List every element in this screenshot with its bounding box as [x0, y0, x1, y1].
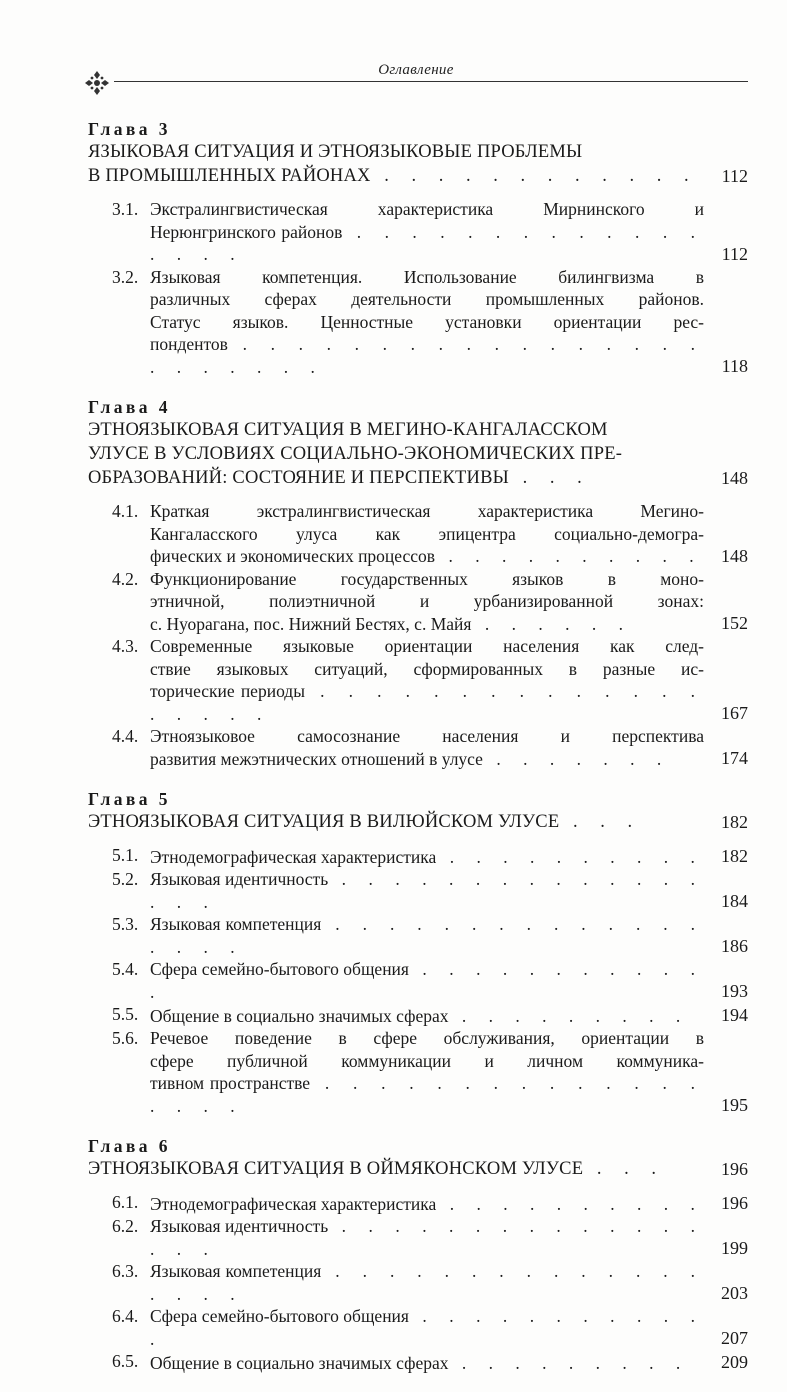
section-title-line: Сфера семейно-бытового общения . . . . . . . . . . . . — [150, 959, 705, 1002]
chapter-title — [88, 810, 704, 834]
chapter-label: Глава 6 — [88, 1136, 171, 1156]
dot-leader: . . . . . . . — [482, 748, 671, 769]
section-number: 5.1. — [112, 845, 139, 865]
section-entry[interactable] — [112, 1027, 748, 1117]
section-number: 5.4. — [112, 959, 139, 979]
chapter-title-row[interactable] — [88, 1157, 748, 1181]
section-title — [150, 1260, 704, 1305]
dot-leader: . . . . . . . . . . — [436, 1193, 704, 1214]
section-title-line: Общение в социально значимых сферах . . . . . . . . . — [150, 1352, 690, 1373]
section-title-line: Кангаласского улуса как эпицентра социально-демогра- — [150, 523, 704, 544]
dot-leader: . . . . . . . . . . . . — [150, 959, 705, 1002]
section-entry[interactable] — [112, 844, 748, 868]
chapter-page-number: 112 — [721, 166, 748, 186]
dot-leader: . . . . . . . . . . . . . . . . . . . — [150, 681, 704, 724]
chapter-title-line: ЭТНОЯЗЫКОВАЯ СИТУАЦИЯ В МЕГИНО-КАНГАЛАССКОМ — [88, 420, 608, 440]
section-title-line: с. Нуорагана, пос. Нижний Бестях, с. Майя . . . . . . — [150, 613, 632, 634]
section-title-line: сфере публичной коммуникации и личном коммуника- — [150, 1050, 704, 1071]
section-page-number: 193 — [721, 981, 748, 1001]
section-title-line: Языковая компетенция . . . . . . . . . . . . . . . . . . — [150, 914, 704, 957]
section-page-number: 118 — [721, 356, 748, 376]
chapter-title — [88, 140, 704, 188]
section-title-line: Речевое поведение в сфере обслуживания, ориентации в — [150, 1028, 704, 1048]
section-entry[interactable] — [112, 958, 748, 1003]
chapter-title — [88, 1157, 704, 1181]
chapter-title-line: ЭТНОЯЗЫКОВАЯ СИТУАЦИЯ В ОЙМЯКОНСКОМ УЛУСЕ . . . — [88, 1159, 665, 1179]
section-title-line: Современные языковые ориентации населения как след- — [150, 636, 704, 656]
dot-leader: . . . . . . — [471, 613, 632, 634]
chapter-label: Глава 3 — [88, 119, 171, 139]
section-page-number: 195 — [721, 1095, 748, 1115]
section-number: 5.6. — [112, 1028, 139, 1048]
section-title-line: ствие языковых ситуаций, сформированных в разные ис- — [150, 658, 704, 679]
section-entry[interactable] — [112, 1003, 748, 1027]
section-title — [150, 266, 704, 379]
section-number: 5.3. — [112, 914, 139, 934]
section-title — [150, 1305, 704, 1350]
section-title-line: Сфера семейно-бытового общения . . . . . . . . . . . . — [150, 1306, 705, 1349]
section-title — [150, 868, 704, 913]
section-list — [88, 198, 748, 378]
section-title-line: Функционирование государственных языков в моно- — [150, 568, 704, 589]
section-number: 4.2. — [112, 568, 139, 589]
running-header — [84, 58, 748, 98]
section-title — [150, 1352, 704, 1375]
section-title — [150, 1215, 704, 1260]
section-number: 4.3. — [112, 636, 139, 656]
section-title-line: развития межэтнических отношений в улусе . . . . . . . — [150, 748, 671, 769]
section-title-line: Нерюнгринского районов . . . . . . . . . . . . . . . . . — [150, 221, 705, 264]
section-title-line: пондентов . . . . . . . . . . . . . . . . . . . . . . . . — [150, 334, 704, 377]
section-title-line: Этнодемографическая характеристика . . . . . . . . . . — [150, 846, 704, 867]
dot-leader: . . . . . . . . . . — [435, 546, 703, 566]
section-entry[interactable] — [112, 1305, 748, 1350]
chapter-title — [88, 418, 704, 490]
section-number: 5.5. — [112, 1004, 139, 1024]
section-title-line: Экстралингвистическая характеристика Мирнинского и — [150, 199, 704, 219]
section-title-line: Статус языков. Ценностные установки ориентации рес- — [150, 311, 704, 332]
section-title-line: этничной, полиэтничной и урбанизированной зонах: — [150, 591, 704, 611]
section-title-line: Общение в социально значимых сферах . . . . . . . . . — [150, 1005, 690, 1026]
section-number: 4.1. — [112, 501, 139, 521]
section-number: 6.5. — [112, 1351, 139, 1371]
dot-leader: . . . . . . . . . . . . . . . . . — [150, 221, 705, 264]
header-rule — [114, 81, 748, 82]
section-number: 3.1. — [112, 199, 139, 219]
section-page-number: 112 — [721, 243, 748, 264]
chapter-title-line: УЛУСЕ В УСЛОВИЯХ СОЦИАЛЬНО-ЭКОНОМИЧЕСКИХ ПРЕ- — [88, 444, 623, 464]
section-number: 6.2. — [112, 1216, 139, 1236]
chapter-entry — [88, 1135, 748, 1374]
section-entry[interactable] — [112, 568, 748, 636]
section-page-number: 186 — [721, 936, 748, 956]
chapter-page-number: 148 — [721, 468, 748, 488]
chapter-entry — [88, 788, 748, 1117]
section-entry[interactable] — [112, 1191, 748, 1215]
dot-leader: . . . . . . . . . . . . . . . . . — [150, 869, 704, 912]
section-page-number: 152 — [721, 613, 748, 633]
section-page-number: 167 — [721, 703, 748, 723]
section-page-number: 203 — [721, 1283, 748, 1303]
section-page-number: 148 — [721, 545, 748, 566]
section-entry[interactable] — [112, 266, 748, 379]
section-page-number: 209 — [721, 1352, 748, 1372]
section-entry[interactable] — [112, 1215, 748, 1260]
section-number: 6.3. — [112, 1261, 139, 1281]
section-title — [150, 958, 704, 1003]
section-title — [150, 913, 704, 958]
section-list — [88, 500, 748, 770]
section-title-line: торические периоды . . . . . . . . . . . . . . . . . . . — [150, 681, 704, 724]
chapter-title-row[interactable] — [88, 418, 748, 490]
section-title — [150, 1027, 704, 1117]
dot-leader: . . . — [508, 468, 591, 488]
section-title — [150, 635, 704, 725]
chapter-title-line: В ПРОМЫШЛЕННЫХ РАЙОНАХ . . . . . . . . . . . . — [88, 166, 698, 186]
section-page-number: 194 — [721, 1005, 748, 1025]
dot-leader: . . . . . . . . . — [448, 1005, 690, 1026]
dot-leader: . . . — [583, 1159, 665, 1179]
dot-leader: . . . . . . . . . . — [436, 846, 704, 867]
chapter-entry — [88, 396, 748, 770]
chapter-label: Глава 5 — [88, 789, 171, 809]
chapter-page-number: 196 — [721, 1159, 748, 1179]
chapter-label: Глава 4 — [88, 397, 171, 417]
section-number: 3.2. — [112, 266, 139, 287]
section-title — [150, 846, 704, 869]
section-title — [150, 1193, 704, 1216]
dot-leader: . . . . . . . . . . . . . . . . . . — [150, 1073, 705, 1116]
dot-leader: . . . . . . . . . . . . . . . . . . — [150, 1261, 704, 1304]
section-title-line: тивном пространстве . . . . . . . . . . . . . . . . . . — [150, 1073, 705, 1116]
table-of-contents — [88, 118, 748, 1392]
section-entry[interactable] — [112, 1350, 748, 1374]
chapter-title-line: ЭТНОЯЗЫКОВАЯ СИТУАЦИЯ В ВИЛЮЙСКОМ УЛУСЕ . . . — [88, 812, 642, 832]
section-page-number: 184 — [721, 891, 748, 911]
section-number: 6.4. — [112, 1306, 139, 1326]
section-list — [88, 844, 748, 1117]
section-title-line: фических и экономических процессов . . . . . . . . . . — [150, 546, 703, 566]
section-entry[interactable] — [112, 725, 748, 770]
section-title-line: Языковая идентичность . . . . . . . . . . . . . . . . . — [150, 869, 704, 912]
dot-leader: . . . . . . . . . . . . — [370, 166, 698, 186]
section-page-number: 196 — [721, 1193, 748, 1213]
dot-leader: . . . . . . . . . . . . . . . . . . — [150, 914, 704, 957]
chapter-page-number: 182 — [721, 812, 748, 832]
section-page-number: 174 — [721, 748, 748, 768]
section-title-line: Языковая компетенция. Использование билингвизма в — [150, 266, 704, 287]
dot-leader: . . . . . . . . . . . . . . . . . — [150, 1216, 704, 1259]
section-title — [150, 568, 704, 636]
section-title — [150, 725, 704, 770]
section-title-line: различных сферах деятельности промышленных районов. — [150, 289, 704, 309]
dot-leader: . . . — [559, 812, 642, 832]
chapter-title-line: ЯЗЫКОВАЯ СИТУАЦИЯ И ЭТНОЯЗЫКОВЫЕ ПРОБЛЕМЫ — [88, 142, 583, 162]
dot-leader: . . . . . . . . . — [448, 1352, 690, 1373]
dot-leader: . . . . . . . . . . . . . . . . . . . . . . . . — [150, 334, 704, 377]
section-entry[interactable] — [112, 868, 748, 913]
section-title-line: Этнодемографическая характеристика . . . . . . . . . . — [150, 1193, 704, 1214]
section-entry[interactable] — [112, 500, 748, 568]
section-title — [150, 1005, 704, 1028]
section-number: 5.2. — [112, 869, 139, 889]
section-list — [88, 1191, 748, 1374]
section-page-number: 199 — [721, 1238, 748, 1258]
chapter-title-row[interactable] — [88, 810, 748, 834]
section-number: 6.1. — [112, 1192, 139, 1212]
section-page-number: 182 — [721, 846, 748, 866]
chapter-title-row[interactable] — [88, 140, 748, 188]
dot-leader: . . . . . . . . . . . . — [150, 1306, 705, 1349]
section-entry[interactable] — [112, 635, 748, 725]
section-entry[interactable] — [112, 913, 748, 958]
section-number: 4.4. — [112, 726, 139, 746]
chapter-title-line: ОБРАЗОВАНИЙ: СОСТОЯНИЕ И ПЕРСПЕКТИВЫ . . . — [88, 468, 591, 488]
chapter-entry — [88, 118, 748, 378]
section-title-line: Краткая экстралингвистическая характеристика Мегино- — [150, 501, 704, 521]
section-entry[interactable] — [112, 198, 748, 266]
section-title-line: Языковая идентичность . . . . . . . . . . . . . . . . . — [150, 1216, 704, 1259]
section-entry[interactable] — [112, 1260, 748, 1305]
section-title — [150, 198, 704, 266]
section-title-line: Языковая компетенция . . . . . . . . . . . . . . . . . . — [150, 1261, 704, 1304]
section-title-line: Этноязыковое самосознание населения и перспектива — [150, 726, 704, 746]
section-title — [150, 500, 704, 568]
header-title: Оглавление — [378, 62, 454, 78]
section-page-number: 207 — [721, 1328, 748, 1348]
